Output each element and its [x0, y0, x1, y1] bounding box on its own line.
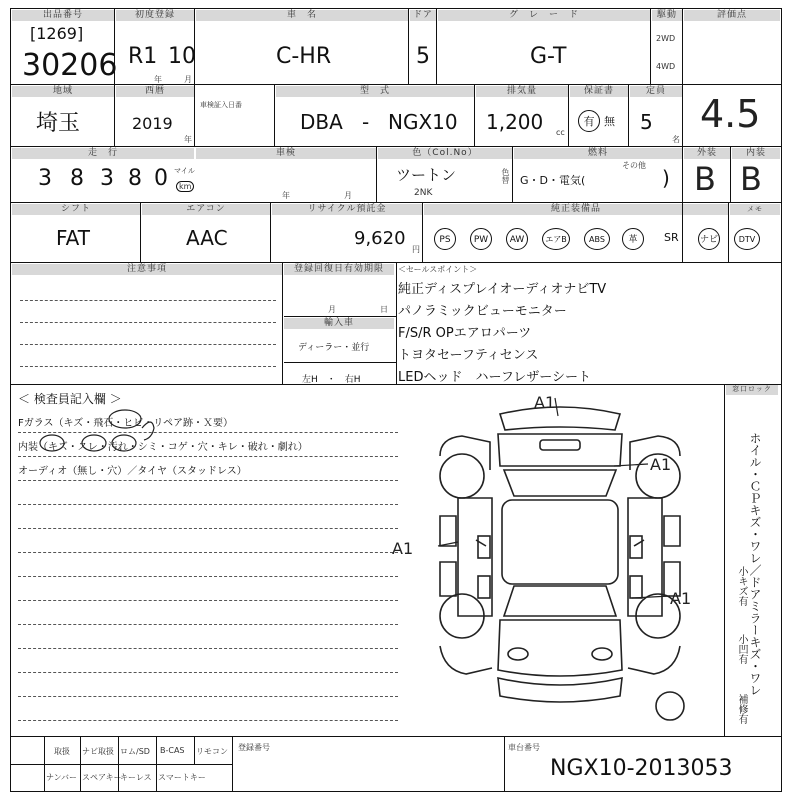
rule: [376, 146, 377, 202]
header-car-name: 車 名: [196, 10, 408, 21]
rule: [422, 202, 423, 262]
rule: [724, 384, 725, 736]
drive-2wd: 2WD: [656, 34, 676, 43]
capacity-value: 5: [640, 110, 653, 134]
option-spare-key: スペアキー: [82, 773, 122, 782]
rule: [270, 202, 271, 262]
header-doors: ドア: [410, 10, 436, 21]
region-value: 埼玉: [36, 111, 81, 136]
import-side: 左H ・ 右H: [302, 375, 361, 385]
import-dealer: ディーラー・並行: [298, 343, 370, 353]
rule: [10, 384, 782, 385]
sales-point: 純正ディスプレイオーディオナビTV: [398, 282, 607, 297]
mileage-unit-km: km: [176, 181, 194, 192]
equipment-ps: PS: [434, 228, 456, 250]
mileage-digit: 0: [154, 166, 168, 191]
header-shift: シフト: [12, 204, 140, 215]
rule: [568, 84, 569, 146]
equipment-sr: SR: [664, 231, 679, 244]
side-note-small-scratch: 小キズ有: [736, 566, 747, 606]
grade-value: G-T: [530, 44, 567, 69]
rule: [728, 202, 729, 262]
displacement-value: 1,200: [486, 110, 544, 134]
aircon-value: AAC: [186, 226, 228, 250]
displacement-unit: cc: [556, 128, 565, 137]
equipment-airbag: エアB: [542, 228, 570, 250]
frame-number: NGX10-2013053: [550, 756, 733, 781]
header-region: 地域: [12, 86, 114, 97]
header-int: 内装: [732, 148, 780, 159]
header-first-reg: 初度登録: [116, 10, 194, 21]
reg-date-month: 月: [328, 305, 336, 314]
inspector-line: Fガラス（キズ・飛石・ヒビ・リペア跡・Ｘ要）: [18, 418, 234, 429]
header-ext: 外装: [684, 148, 730, 159]
rule: [80, 736, 81, 792]
header-reg-date: 登録回復日有効期限: [284, 264, 394, 275]
rule: [114, 8, 115, 146]
rule: [396, 262, 397, 384]
rule: [194, 736, 195, 764]
rule: [10, 84, 782, 85]
rule: [10, 202, 782, 203]
score-value: 4.5: [700, 92, 761, 136]
guarantee-no: 無: [604, 115, 615, 128]
equipment-leather: 革: [622, 228, 644, 250]
rule: [156, 736, 157, 792]
rule: [140, 202, 141, 262]
sales-point: パノラミックビューモニター: [398, 304, 567, 319]
rule: [282, 262, 283, 384]
mileage-digit: 8: [128, 166, 142, 191]
doors-value: 5: [416, 44, 430, 69]
header-notes: 注意事項: [12, 264, 282, 275]
option-smart-key: スマートキー: [158, 773, 206, 782]
lot-number: 30206: [22, 48, 118, 83]
model-year: 2019: [132, 114, 173, 133]
option-keyless: キーレス: [120, 773, 152, 782]
rule: [408, 8, 409, 84]
int-score: B: [740, 160, 762, 198]
guarantee-yes: 有: [578, 110, 600, 132]
fuel-other: その他: [622, 161, 646, 170]
drive-4wd: 4WD: [656, 62, 676, 71]
mileage-digit: 3: [38, 166, 52, 191]
rule: [650, 8, 651, 84]
header-inspection: 保証書: [570, 86, 628, 97]
option-remote: リモコン: [196, 747, 228, 756]
rule: [118, 736, 119, 792]
option-handling: 取扱: [54, 747, 70, 756]
header-color: 色（Col.No）: [378, 148, 512, 159]
inspection-year-label: 年: [282, 191, 290, 200]
lane-code: [1269]: [30, 24, 84, 43]
sales-point: トヨタセーフティセンス: [398, 348, 539, 363]
diagram-mark: A1: [534, 393, 556, 412]
mileage-digit: 3: [100, 166, 114, 191]
rule: [628, 84, 629, 146]
mileage-unit-mile: マイル: [174, 167, 195, 175]
inspector-line: 内装（キズ・スレ・汚れ・シミ・コゲ・穴・キレ・破れ・劇れ）: [18, 442, 308, 453]
header-model: 型 式: [276, 86, 474, 97]
reg-month: 10: [168, 44, 196, 69]
diagram-mark: A1: [650, 455, 672, 474]
header-memo: メモ: [730, 204, 780, 215]
inspector-line: オーディオ（無し・穴）／タイヤ（スタッドレス）: [18, 466, 247, 477]
sales-point: LEDヘッド ハーフレザーシート: [398, 370, 592, 385]
header-score: 評価点: [684, 10, 780, 21]
car-diagram: [392, 386, 720, 746]
rule: [44, 736, 45, 792]
header-grade: グ レ ー ド: [438, 10, 650, 21]
reg-year-label: 年: [154, 75, 162, 84]
rule: [284, 362, 396, 363]
header-inspection-exp: 車検: [196, 148, 376, 159]
header-capacity: 定員: [630, 86, 682, 97]
shift-value: FAT: [56, 226, 91, 250]
rule: [194, 8, 195, 146]
header-year: 西暦: [116, 86, 194, 97]
fuel-value: G・D・電気(: [520, 174, 586, 187]
option-number: ナンバー: [46, 773, 78, 782]
option-rom-sd: ロム/SD: [120, 747, 150, 756]
inspection-month-label: 月: [344, 191, 352, 200]
color-value: ツートン: [396, 166, 457, 184]
rule: [682, 8, 683, 262]
inspector-title: ＜ 検査員記入欄 ＞: [18, 392, 122, 406]
rule: [512, 146, 513, 202]
reg-date-day: 日: [380, 305, 388, 314]
fuel-close: ): [662, 166, 670, 190]
rule: [10, 736, 782, 737]
recycle-yen: 円: [412, 245, 420, 254]
model-dash: -: [362, 110, 370, 134]
option-bcas: B-CAS: [160, 746, 185, 755]
header-sales-points: ＜セールスポイント＞: [398, 265, 478, 274]
recycle-value: 9,620: [354, 228, 406, 249]
model-code: NGX10: [388, 110, 458, 134]
rule: [474, 84, 475, 146]
side-note-small-dent: 小凹有: [736, 634, 747, 664]
header-mileage: 走 行: [12, 148, 194, 159]
car-name: C-HR: [276, 44, 332, 69]
rule: [10, 146, 782, 147]
header-equipment: 純正装備品: [424, 204, 728, 215]
rule: [436, 8, 437, 84]
rule: [274, 84, 275, 146]
rule: [284, 316, 396, 317]
frame-number-label: 車台番号: [508, 743, 540, 752]
header-lane: 出品番号: [12, 10, 114, 21]
header-window-lock: 窓口ロック: [726, 384, 778, 395]
capacity-unit: 名: [672, 135, 680, 144]
header-aircon: エアコン: [142, 204, 270, 215]
reg-month-label: 月: [184, 75, 192, 84]
color-change: 色替: [501, 168, 510, 184]
header-import: 輸入車: [284, 318, 394, 329]
reg-number-label: 登録番号: [238, 743, 270, 752]
equipment-aw: AW: [506, 228, 528, 250]
rule: [232, 736, 233, 792]
color-code: 2NK: [414, 188, 433, 198]
header-drive: 駆動: [652, 10, 682, 21]
sales-point: F/S/R OPエアロパーツ: [398, 326, 532, 341]
equipment-navi: ナビ: [698, 228, 720, 250]
option-navi-handling: ナビ取扱: [82, 747, 114, 756]
rule: [504, 736, 505, 792]
diagram-mark: A1: [392, 539, 414, 558]
diagram-mark: A1: [670, 589, 692, 608]
header-fuel: 燃料: [514, 148, 682, 159]
equipment-dtv: DTV: [734, 228, 760, 250]
model-year-label: 年: [184, 135, 192, 144]
header-displacement: 排気量: [476, 86, 568, 97]
header-recycle: リサイクル預託金: [272, 204, 422, 215]
equipment-pw: PW: [470, 228, 492, 250]
rule: [730, 146, 731, 202]
mileage-digit: 8: [70, 166, 84, 191]
reg-note: 車検証入日番: [200, 101, 242, 109]
side-note-main: ホイル・ＣＰキズ・ワレ／ドアミラーキズ・ワレ: [748, 432, 762, 696]
side-note-repaired: 補修有: [736, 694, 747, 724]
model-prefix: DBA: [300, 110, 343, 134]
ext-score: B: [694, 160, 716, 198]
equipment-abs: ABS: [584, 228, 610, 250]
reg-era: R1: [128, 44, 158, 69]
